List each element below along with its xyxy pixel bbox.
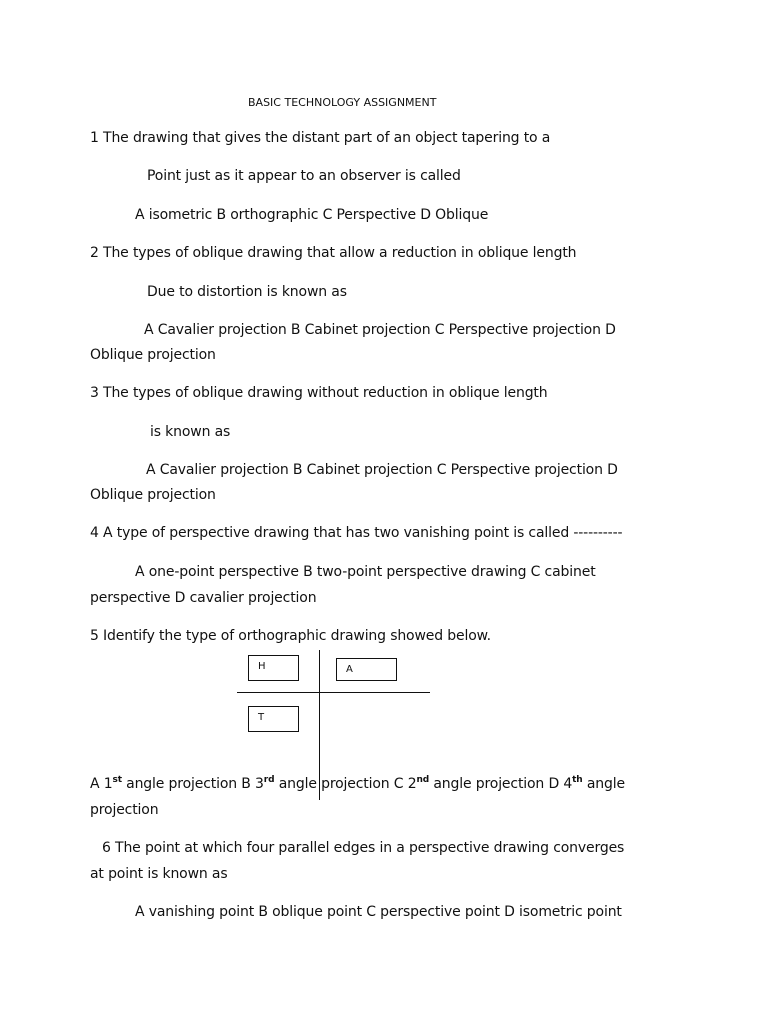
question-1-text-continued: Point just as it appear to an observer is called <box>147 168 461 184</box>
diagram-box-h: H <box>248 655 299 681</box>
diagram-box-t: T <box>248 706 299 732</box>
question-6-text-continued: at point is known as <box>90 866 228 882</box>
question-4-options-continued: perspective D cavalier projection <box>90 590 317 606</box>
question-5-text: 5 Identify the type of orthographic drawing showed below. <box>90 628 491 644</box>
question-3-options-continued: Oblique projection <box>90 487 216 503</box>
question-5-options: A 1st angle projection B 3rd angle projection C 2nd angle projection D 4th angle <box>90 775 625 792</box>
question-3-options: A Cavalier projection B Cabinet projection C Perspective projection D <box>146 462 618 478</box>
diagram-box-a: A <box>336 658 397 681</box>
question-2-text-continued: Due to distortion is known as <box>147 284 347 300</box>
question-2-text: 2 The types of oblique drawing that allow a reduction in oblique length <box>90 245 577 261</box>
diagram-horizontal-axis <box>237 692 430 693</box>
question-1-options: A isometric B orthographic C Perspective D Oblique <box>135 207 489 223</box>
question-3-text-continued: is known as <box>150 424 231 440</box>
question-6-text: 6 The point at which four parallel edges in a perspective drawing converges <box>102 840 625 856</box>
question-4-options: A one-point perspective B two-point perspective drawing C cabinet <box>135 564 596 580</box>
question-4-text: 4 A type of perspective drawing that has two vanishing point is called ---------- <box>90 525 623 541</box>
question-6-options: A vanishing point B oblique point C perspective point D isometric point <box>135 904 622 920</box>
document-title: BASIC TECHNOLOGY ASSIGNMENT <box>248 96 437 109</box>
question-2-options-continued: Oblique projection <box>90 347 216 363</box>
question-5-options-continued: projection <box>90 802 159 818</box>
question-3-text: 3 The types of oblique drawing without reduction in oblique length <box>90 385 548 401</box>
question-2-options: A Cavalier projection B Cabinet projection C Perspective projection D <box>144 322 616 338</box>
question-1-text: 1 The drawing that gives the distant part of an object tapering to a <box>90 130 551 146</box>
